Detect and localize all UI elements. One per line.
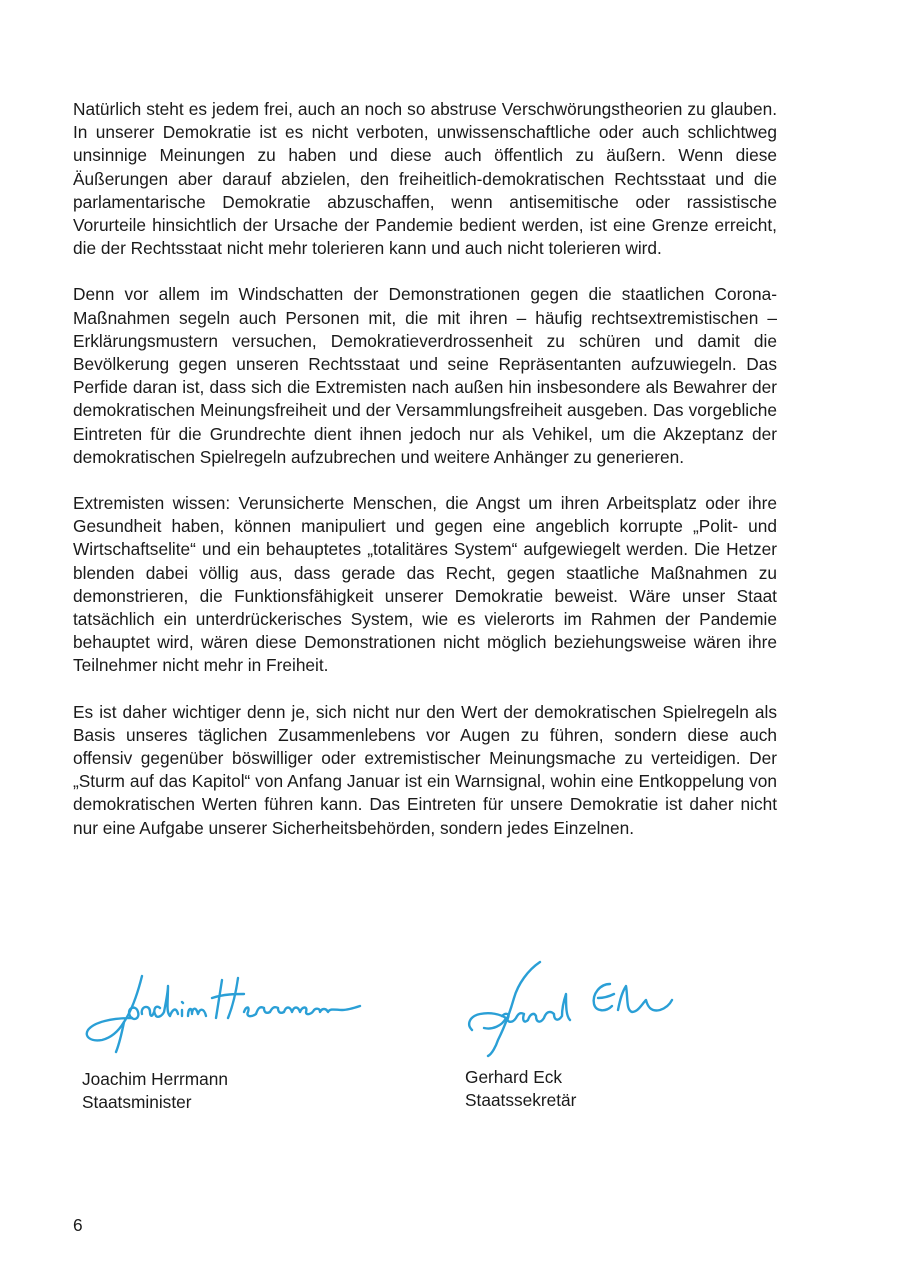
signatory-name-2: Gerhard Eck [465,1067,563,1087]
paragraph-1: Natürlich steht es jedem frei, auch an noch so abstruse Verschwörungstheorien zu glauben. In unserer Demokratie ist es nicht verboten, unwissenschaftliche oder auch schlichtweg unsinnige Meinungen zu haben und diese auch öffentlich zu äußern. Wenn diese Äußerungen aber darauf abzielen, den freiheitlich-demokratischen Rechtsstaat und die parlamentarische Demokratie abzuschaffen, wenn antisemitische oder rassistische Vorurteile hinsichtlich der Ursache der Pandemie bedient werden, ist eine Grenze erreicht, die der Rechtsstaat nicht mehr tolerieren kann und auch nicht tolerieren wird. [73,99,777,259]
signature-block-herrmann [80,962,370,1114]
signature-herrmann-image [80,962,370,1058]
signatory-title-2: Staatssekretär [465,1090,577,1110]
body-text [73,98,777,863]
page-number: 6 [73,1215,83,1235]
signatory-title-1: Staatsminister [82,1092,192,1112]
signatory-name-1: Joachim Herrmann [82,1069,228,1089]
paragraph-3: Extremisten wissen: Verunsicherte Menschen, die Angst um ihren Arbeitsplatz oder ihre Gesundheit haben, können manipuliert und gegen eine angeblich korrupte „Polit- und Wirtschaftselite“ und ein behauptetes „totalitäres System“ aufgewiegelt werden. Die Hetzer blenden dabei völlig aus, dass gerade das Recht, gegen staatliche Maßnahmen zu demonstrieren, die Funktionsfähigkeit unserer Demokratie beweist. Wäre unser Staat tatsächlich ein unterdrückerisches System, wie es vielerorts im Rahmen der Pandemie behauptet wird, wären diese Demonstrationen nicht möglich beziehungsweise wären ihre Teilnehmer nicht mehr in Freiheit. [73,493,777,676]
signature-eck-image [462,954,682,1058]
paragraph-2: Denn vor allem im Windschatten der Demonstrationen gegen die staatlichen Corona-Maßnahmen segeln auch Personen mit, die mit ihren – häufig rechtsextremistischen – Erklärungsmustern versuchen, Demokratieverdrossenheit zu schüren und damit die Bevölkerung gegen unseren Rechtsstaat und seine Repräsentanten aufzuwiegeln. Das Perfide daran ist, dass sich die Extremisten nach außen hin insbesondere als Bewahrer der demokratischen Meinungsfreiheit und der Versammlungsfreiheit ausgeben. Das vorgebliche Eintreten für die Grundrechte dient ihnen jedoch nur als Vehikel, um die Akzeptanz der demokratischen Spielregeln aufzubrechen und weitere Anhänger zu generieren. [73,284,777,467]
paragraph-4: Es ist daher wichtiger denn je, sich nicht nur den Wert der demokratischen Spielregeln als Basis unseres täglichen Zusammenlebens vor Augen zu führen, sondern diese auch offensiv gegenüber böswilliger oder extremistischer Meinungsmache zu verteidigen. Der „Sturm auf das Kapitol“ von Anfang Januar ist ein Warnsignal, wohin eine Entkoppelung von demokratischen Werten führen kann. Das Eintreten für unsere Demokratie ist daher nicht nur eine Aufgabe unserer Sicherheitsbehörden, sondern jedes Einzelnen. [73,701,777,838]
signature-block-eck [462,954,682,1112]
